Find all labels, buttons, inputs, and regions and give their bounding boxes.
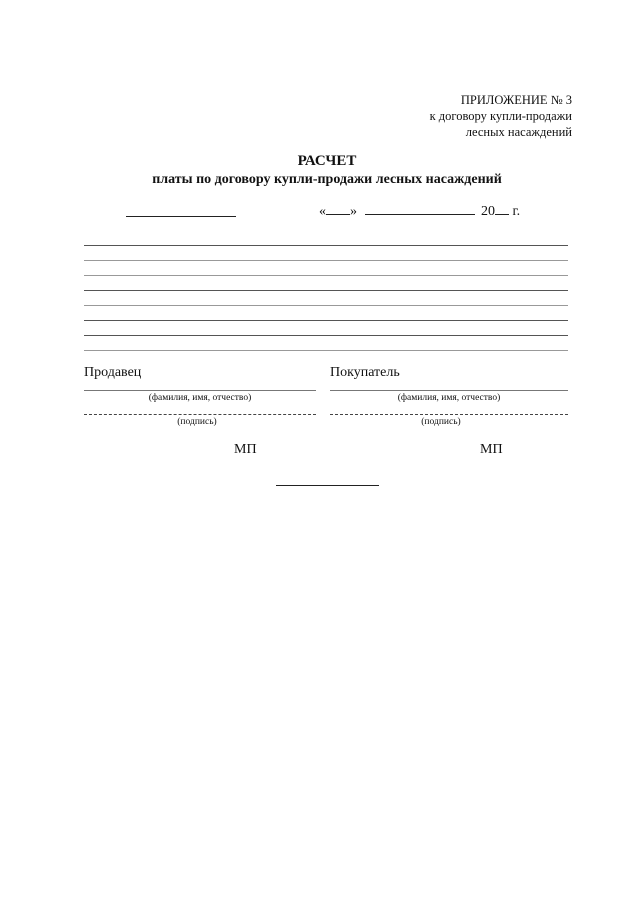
buyer-stamp-label: МП <box>480 442 503 457</box>
calculation-line[interactable] <box>84 275 568 276</box>
seller-name-line[interactable] <box>84 390 316 391</box>
buyer-name-line[interactable] <box>330 390 568 391</box>
calculation-line[interactable] <box>84 335 568 336</box>
buyer-signature-line[interactable] <box>330 414 568 415</box>
seller-signature-caption: (подпись) <box>177 417 217 427</box>
buyer-name-caption: (фамилия, имя, отчество) <box>397 393 501 403</box>
date-day-blank[interactable] <box>326 214 350 215</box>
buyer-signature-caption: (подпись) <box>421 417 461 427</box>
date-field[interactable] <box>319 204 520 220</box>
calculation-line[interactable] <box>84 260 568 261</box>
place-field[interactable] <box>126 216 236 217</box>
calculation-line[interactable] <box>84 305 568 306</box>
appendix-contract-subject: лесных насаждений <box>465 125 572 139</box>
date-year-prefix: 20 <box>481 204 495 219</box>
appendix-number: ПРИЛОЖЕНИЕ № 3 <box>460 93 572 107</box>
document-subtitle: платы по договору купли-продажи лесных насаждений <box>152 172 502 187</box>
calculation-line[interactable] <box>84 245 568 246</box>
calculation-line[interactable] <box>84 350 568 351</box>
appendix-header <box>430 92 572 140</box>
seller-signature-line[interactable] <box>84 414 316 415</box>
calculation-line[interactable] <box>84 290 568 291</box>
seller-label: Продавец <box>84 365 142 380</box>
appendix-contract-ref: к договору купли-продажи <box>429 109 572 123</box>
document-title: РАСЧЕТ <box>297 153 357 169</box>
buyer-label: Покупатель <box>330 365 400 380</box>
date-year-blank[interactable] <box>495 214 509 215</box>
footer-line[interactable] <box>276 485 379 486</box>
date-close-quote: » <box>350 204 357 219</box>
seller-stamp-label: МП <box>234 442 257 457</box>
date-year-suffix: г. <box>509 204 521 219</box>
seller-name-caption: (фамилия, имя, отчество) <box>148 393 252 403</box>
date-open-quote: « <box>319 204 326 219</box>
date-month-blank[interactable] <box>365 214 475 215</box>
calculation-line[interactable] <box>84 320 568 321</box>
